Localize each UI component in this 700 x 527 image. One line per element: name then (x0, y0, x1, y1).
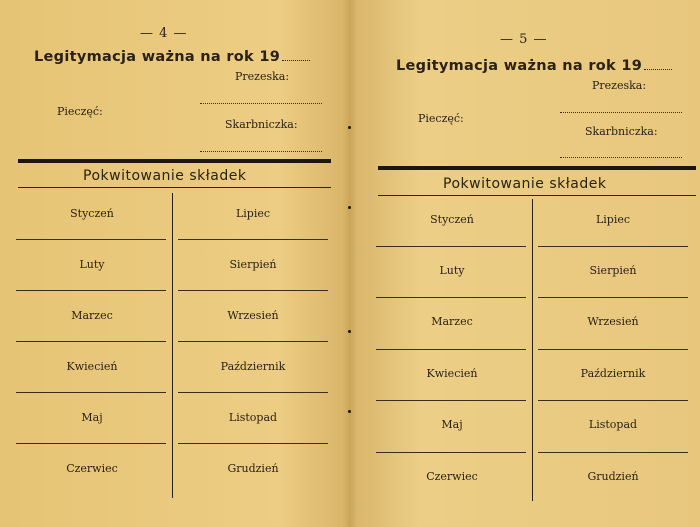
prezeska-label: Prezeska: (235, 70, 290, 83)
row-line (538, 400, 688, 401)
skarbniczka-label: Skarbniczka: (225, 118, 298, 131)
month-cell: Listopad (588, 418, 638, 431)
row-line (376, 246, 526, 247)
row-line (178, 443, 328, 444)
month-cell: Czerwiec (426, 470, 478, 483)
prezeska-signature-line (200, 103, 322, 104)
month-cell: Lipiec (235, 207, 271, 220)
month-cell: Marzec (431, 315, 473, 328)
validity-title (34, 49, 310, 65)
month-cell: Maj (81, 411, 103, 424)
section-heading: Pokwitowanie składek (83, 168, 247, 184)
row-line (376, 452, 526, 453)
staple-hole (348, 330, 351, 333)
validity-title-text: Legitymacja ważna na rok 19 (34, 49, 281, 65)
heading-underline (18, 187, 331, 188)
month-cell: Marzec (71, 309, 113, 322)
row-line (16, 239, 166, 240)
heading-underline (378, 195, 696, 196)
heavy-rule (378, 166, 696, 170)
section-heading: Pokwitowanie składek (443, 176, 607, 192)
month-cell: Maj (441, 418, 463, 431)
month-cell: Kwiecień (426, 367, 478, 380)
month-cell: Sierpień (589, 264, 637, 277)
month-cell: Luty (439, 264, 465, 277)
validity-title-text: Legitymacja ważna na rok 19 (396, 58, 643, 74)
month-cell: Luty (79, 258, 105, 271)
staple-hole (348, 410, 351, 413)
row-line (376, 297, 526, 298)
row-line (16, 443, 166, 444)
month-cell: Styczeń (70, 207, 114, 220)
row-line (538, 452, 688, 453)
page-number: — 4 — (140, 26, 188, 41)
month-cell: Lipiec (595, 213, 631, 226)
month-cell: Listopad (228, 411, 278, 424)
staple-hole (348, 206, 351, 209)
month-cell: Grudzień (227, 462, 279, 475)
row-line (178, 341, 328, 342)
skarbniczka-signature-line (560, 157, 682, 158)
row-line (538, 246, 688, 247)
row-line (178, 392, 328, 393)
row-line (16, 341, 166, 342)
column-divider (172, 193, 173, 498)
pieczec-label: Pieczęć: (57, 105, 103, 118)
validity-title (396, 58, 672, 74)
year-dotted-line (644, 69, 672, 70)
month-cell: Październik (580, 367, 646, 380)
row-line (376, 400, 526, 401)
staple-hole (348, 126, 351, 129)
month-cell: Wrzesień (227, 309, 279, 322)
page-number: — 5 — (500, 32, 548, 47)
right-page (352, 0, 700, 527)
row-line (376, 349, 526, 350)
row-line (178, 239, 328, 240)
month-cell: Kwiecień (66, 360, 118, 373)
month-cell: Styczeń (430, 213, 474, 226)
prezeska-signature-line (560, 112, 682, 113)
row-line (538, 349, 688, 350)
month-cell: Październik (220, 360, 286, 373)
left-page (0, 0, 348, 527)
column-divider (532, 199, 533, 501)
pieczec-label: Pieczęć: (418, 112, 464, 125)
row-line (16, 290, 166, 291)
month-cell: Wrzesień (587, 315, 639, 328)
month-cell: Czerwiec (66, 462, 118, 475)
month-cell: Grudzień (587, 470, 639, 483)
heavy-rule (18, 159, 331, 163)
row-line (16, 392, 166, 393)
month-cell: Sierpień (229, 258, 277, 271)
year-dotted-line (282, 60, 310, 61)
skarbniczka-signature-line (200, 151, 322, 152)
row-line (178, 290, 328, 291)
skarbniczka-label: Skarbniczka: (585, 125, 658, 138)
row-line (538, 297, 688, 298)
prezeska-label: Prezeska: (592, 79, 647, 92)
